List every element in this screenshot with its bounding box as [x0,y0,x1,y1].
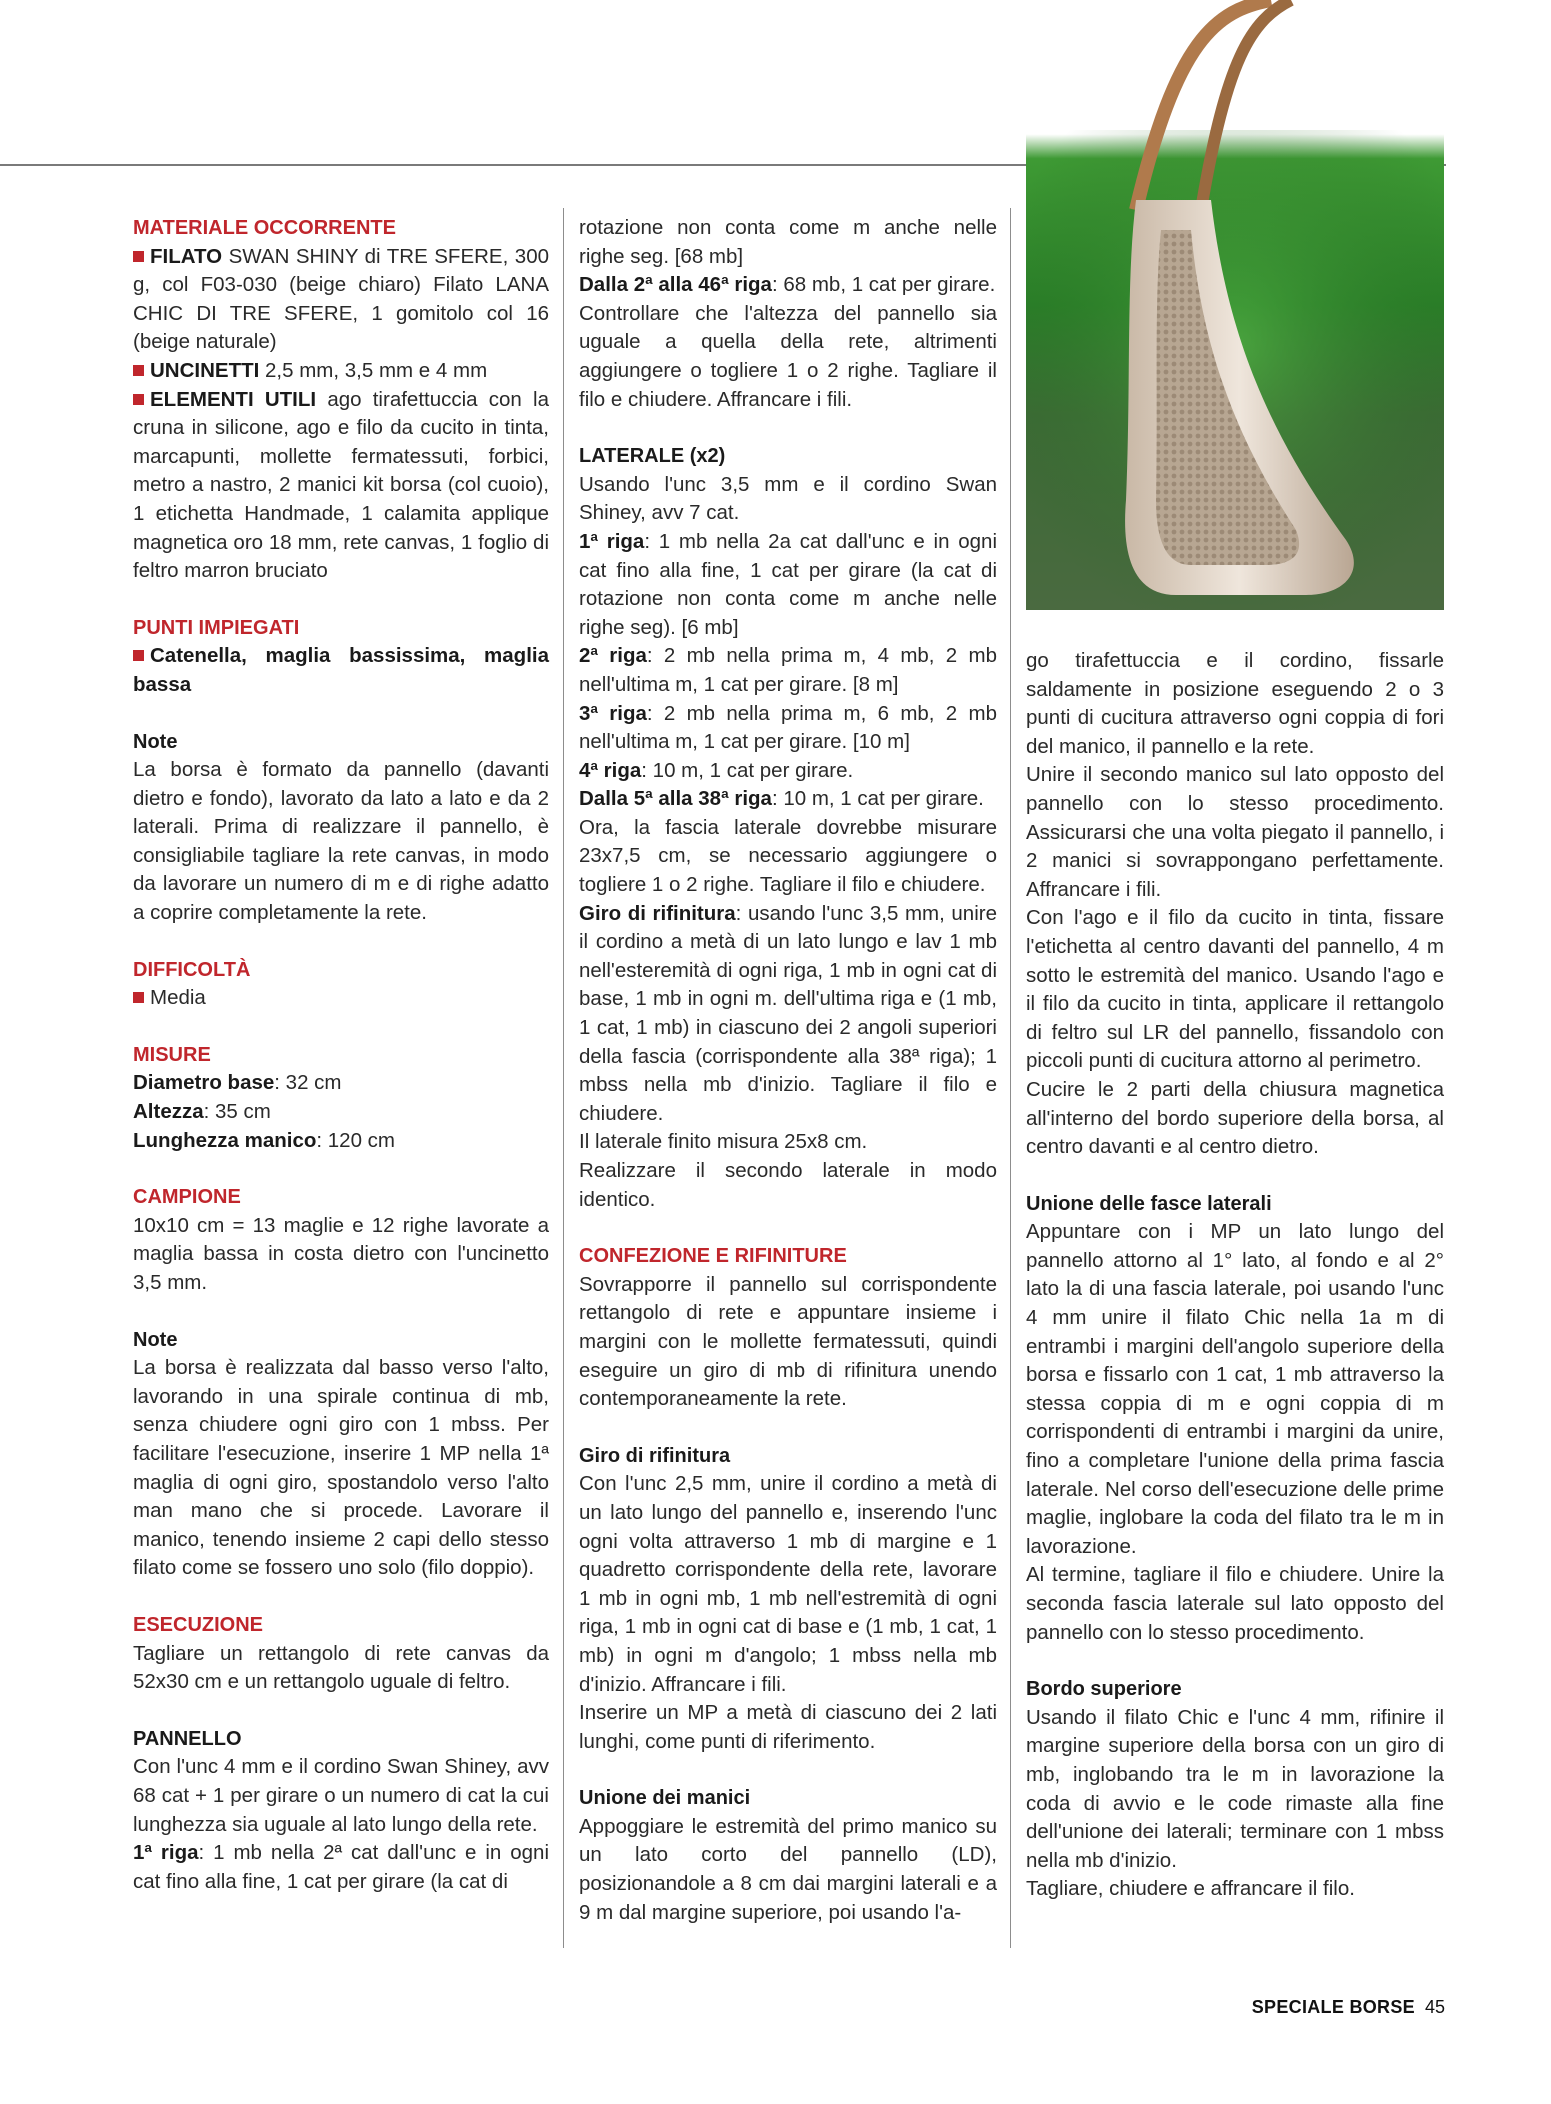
punti-text: Catenella, maglia bassissima, maglia bassa [133,644,549,696]
filato-label: FILATO [150,244,223,268]
column-divider-1 [563,208,564,1948]
riga1-text: : 1 mb nella 2ª cat dall'unc e in ogni cat fino alla fine, 1 cat per girare (la cat di [133,1841,550,1893]
lunghezza-line [133,1127,549,1156]
manici-title: Unione dei manici [579,1787,751,1810]
unire-text: Unire il secondo manico sul lato opposto del pannello con lo stesso procedimento. Assicurarsi che una volta piegato il pannello, i 2 manici si sovrappongano perfettamente. Affrancare i fili. [1026,763,1444,901]
elementi-text: ago tirafettuccia con la cruna in silicone, ago e filo da cucito in tinta, marcapunti, mollette fermatessuti, forbici, metro a nastro, 2 manici kit borsa (col cuoio), 1 etichetta Handmade, 1 calamita applique magnetica oro 18 mm, rete canvas, 1 foglio di feltro marron bruciato [133,387,550,583]
laterale-title: LATERALE (x2) [579,445,726,468]
riga1-label: 1ª riga [133,1841,199,1865]
tagliare-text: Tagliare, chiudere e affrancare il filo. [1026,1877,1355,1901]
bag-photo [1026,0,1444,610]
column-3 [1026,647,1444,1904]
inserire-text: Inserire un MP a metà di ciascuno dei 2 lati lunghi, come punti di riferimento. [579,1701,997,1753]
materiale-title: MATERIALE OCCORRENTE [133,217,396,239]
difficolta-title: DIFFICOLTÀ [133,958,251,981]
bullet-square-icon [133,394,144,405]
uncinetti-label: UNCINETTI [150,358,260,382]
fasce-title: Unione delle fasce laterali [1026,1192,1272,1215]
termine-text: Al termine, tagliare il filo e chiudere. Unire la seconda fascia laterale sul lato opposto del pannello con lo stesso procedimento. [1026,1563,1444,1644]
difficolta-text: Media [150,986,206,1010]
bordo-text: Usando il filato Chic e l'unc 4 mm, rifinire il margine superiore della borsa con un giro di mb, inglobando tra le m in lavorazione la coda di avvio e le code rimaste alla fine dell'unione dei laterali; terminare con 1 mbss nella mb d'inizio. [1026,1705,1444,1872]
note2-title: Note [133,1328,178,1351]
l-riga4-label: 4ª riga [579,758,642,782]
column-2 [579,214,997,1927]
realizzare-text: Realizzare il secondo laterale in modo identico. [579,1159,997,1211]
esecuzione-title: ESECUZIONE [133,1613,264,1636]
diametro-label: Diametro base [133,1071,275,1095]
misure-title: MISURE [133,1043,211,1066]
esecuzione-text: Tagliare un rettangolo di rete canvas da 52x30 cm e un rettangolo uguale di feltro. [133,1641,549,1694]
finito-text: Il laterale finito misura 25x8 cm. [579,1130,868,1154]
altezza-label: Altezza [133,1100,204,1124]
giro-paragraph [579,900,997,1129]
laterale-text: Usando l'unc 3,5 mm e il cordino Swan Shiney, avv 7 cat. [579,472,997,525]
filato-paragraph [133,243,549,357]
pannello-text: Con l'unc 4 mm e il cordino Swan Shiney, avv 68 cat + 1 per girare o un numero di cat la cui lunghezza sia uguale al lato lungo della rete. [133,1755,549,1836]
lunghezza-label: Lunghezza manico [133,1128,317,1152]
l-riga1-label: 1ª riga [579,529,645,553]
ago-text: Con l'ago e il filo da cucito in tinta, fissare l'etichetta al centro davanti del pannello, 4 m sotto le estremità del manico. Usando l'ago e il filo da cucito in tinta, applicare il rettangolo di feltro sul LR del pannello, fissandolo con piccoli punti di cucitura attorno al perimetro. [1026,906,1444,1073]
campione-title: CAMPIONE [133,1186,241,1209]
magazine-name: SPECIALE BORSE [1251,1997,1415,2017]
note1-text: La borsa è formato da pannello (davanti dietro e fondo), lavorato da lato a lato e da 2 laterali. Prima di realizzare il pannello, è consigliabile tagliare la rete canvas, in modo da lavorare un numero di m e di righe adatto a coprire completamente la rete. [133,758,549,925]
col2-continuation: rotazione non conta come m anche nelle righe seg. [68 mb] [579,216,997,268]
col3-continuation: go tirafettuccia e il cordino, fissarle saldamente in posizione eseguendo 2 o 3 punti di cucitura attraverso ogni coppia di fori del manico, il pannello e la rete. [1026,649,1444,758]
filato-text: SWAN SHINY di TRE SFERE, 300 g, col F03-030 (beige chiaro) Filato LANA CHIC DI TRE SFERE, 1 gomitolo col 16 (beige naturale) [133,244,549,354]
punti-title: PUNTI IMPIEGATI [133,616,300,639]
column-divider-2 [1010,208,1011,1948]
punti-paragraph [133,642,549,699]
l-riga4-paragraph [579,757,997,786]
bullet-square-icon [133,650,144,661]
l-dalla-label: Dalla 5ª alla 38ª riga [579,787,772,811]
bullet-square-icon [133,992,144,1003]
lunghezza-value: : 120 cm [316,1128,396,1152]
campione-text: 10x10 cm = 13 maglie e 12 righe lavorate a maglia bassa in costa dietro con l'uncinetto 3,5 mm. [133,1213,549,1294]
difficolta-paragraph [133,984,549,1013]
fasce-text: Appuntare con i MP un lato lungo del pannello attorno al 1° lato, al fondo e al 2° lato la di una fascia laterale, poi usando l'unc 4 mm unire il filato Chic nella 1a m di entrambi i margini dell'angolo superiore della borsa e fissarlo con 1 cat, 1 mb attraverso la stessa coppia di m e ogni coppia di m corrispondenti di entrambi i margini da unire, fino a completare l'unione della prima fascia laterale. Nel corso dell'esecuzione delle prime maglie, inglobare la coda del filato tra le m in lavorazione. [1026,1220,1444,1558]
bullet-square-icon [133,251,144,262]
cucire-text: Cucire le 2 parti della chiusura magnetica all'interno del bordo superiore della borsa, al centro davanti e al centro dietro. [1026,1077,1444,1159]
altezza-value: : 35 cm [203,1100,271,1124]
l-riga1-paragraph [579,528,997,642]
giro-label: Giro di rifinitura [579,901,736,925]
giro2-text: Con l'unc 2,5 mm, unire il cordino a metà di un lato lungo del pannello e, inserendo l'unc ogni volta attraverso 1 mb di margine e 1 quadretto corrispondente della rete, lavorare 1 mb in ogni mb, 1 mb nell'estremità di ogni riga, 1 mb in ogni cat di base e (1 mb, 1 cat, 1 mb) in ogni m d'angolo; 1 mbss nella mb d'inizio. Affrancare i fili. [579,1472,997,1696]
giro-text: : usando l'unc 3,5 mm, unire il cordino a metà di un lato lungo e lav 1 mb nell'esteremità di ogni riga, 1 mb in ogni cat di base, 1 mb in ogni m. dell'ultima riga e (1 mb, 1 cat, 1 mb) in ciascuno dei 2 angoli superiori della fascia (corrispondente alla 38ª riga); 1 mbss nella mb d'inizio. Tagliare il filo e chiudere. [579,901,997,1125]
riga1-paragraph [133,1839,549,1896]
altezza-line [133,1098,549,1127]
page-footer [1252,1997,1445,2018]
confezione-title: CONFEZIONE E RIFINITURE [579,1245,847,1268]
l-riga2-paragraph [579,642,997,699]
l-riga3-label: 3ª riga [579,701,647,725]
l-riga2-label: 2ª riga [579,644,647,668]
page-number: 45 [1424,1997,1445,2017]
l-riga3-paragraph [579,700,997,757]
l-riga1-text: : 1 mb nella 2a cat dall'unc e in ogni cat fino alla fine, 1 cat per girare (la cat di rotazione non conta come m anche nelle righe seg). [6 mb] [579,529,997,639]
confezione-text: Sovrapporre il pannello sul corrispondente rettangolo di rete e appuntare insieme i margini con le mollette fermatessuti, quindi eseguire un giro di mb di rifinitura unendo contemporaneamente la rete. [579,1272,997,1411]
manici-text: Appoggiare le estremità del primo manico su un lato corto del pannello (LD), posizionandole a 8 cm dai margini laterali e a 9 m dal margine superiore, poi usando l'a- [579,1814,997,1924]
bordo-title: Bordo superiore [1026,1678,1182,1701]
l-riga3-text: : 2 mb nella prima m, 6 mb, 2 mb nell'ultima m, 1 cat per girare. [10 m] [579,701,997,754]
l-dalla-text: : 10 m, 1 cat per girare. [771,787,984,811]
l-riga2-text: : 2 mb nella prima m, 4 mb, 2 mb nell'ultima m, 1 cat per girare. [8 m] [579,644,997,696]
l-riga4-text: : 10 m, 1 cat per girare. [641,758,854,782]
dalla-label: Dalla 2ª alla 46ª riga [579,273,772,297]
l-dalla-paragraph [579,785,997,814]
giro2-title: Giro di rifinitura [579,1444,731,1467]
ora-text: Ora, la fascia laterale dovrebbe misurare 23x7,5 cm, se necessario aggiungere o togliere 1 o 2 righe. Tagliare il filo e chiudere. [579,815,997,897]
dalla-paragraph [579,271,997,300]
dalla-text: : 68 mb, 1 cat per girare. [771,273,996,297]
uncinetti-paragraph [133,357,549,386]
diametro-line [133,1069,549,1098]
note1-title: Note [133,730,178,753]
note2-text: La borsa è realizzata dal basso verso l'alto, lavorando in una spirale continua di mb, senza chiudere ogni giro con 1 mbss. Per facilitare l'esecuzione, inserire 1 MP nella 1ª maglia di ogni giro, spostandolo verso l'alto man mano che si procede. Lavorare il manico, tenendo insieme 2 capi dello stesso filato come se fossero uno solo (filo doppio). [133,1356,549,1580]
column-1 [133,214,549,1896]
elementi-paragraph [133,386,549,586]
bullet-square-icon [133,365,144,376]
diametro-value: : 32 cm [274,1071,342,1095]
controllare-text: Controllare che l'altezza del pannello sia uguale a quella della rete, altrimenti aggiungere o togliere 1 o 2 righe. Tagliare il filo e chiudere. Affrancare i fili. [579,301,997,411]
elementi-label: ELEMENTI UTILI [150,387,317,411]
pannello-title: PANNELLO [133,1727,242,1750]
uncinetti-text: 2,5 mm, 3,5 mm e 4 mm [259,358,488,382]
